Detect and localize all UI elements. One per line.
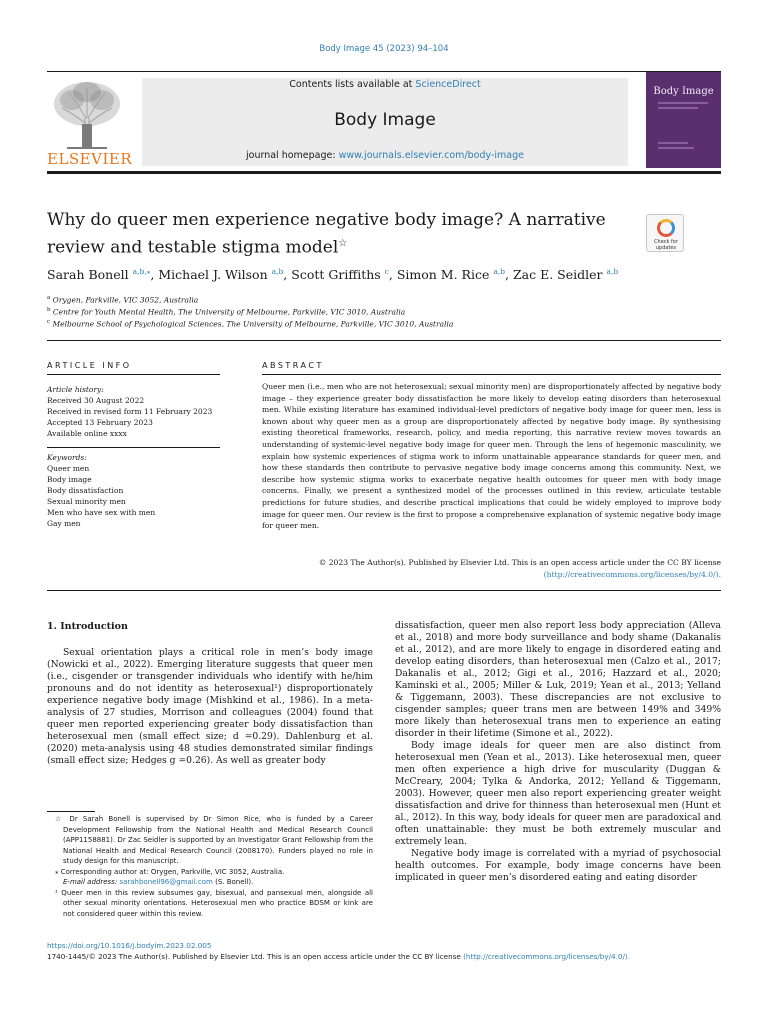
footnotes bbox=[47, 814, 373, 919]
keyword: Gay men bbox=[47, 519, 81, 528]
header-rule-thick bbox=[47, 171, 721, 174]
keyword: Queer men bbox=[47, 464, 90, 473]
journal-name: Body Image bbox=[334, 110, 436, 130]
header-rule bbox=[47, 71, 721, 72]
author-affiliation-mark[interactable]: c bbox=[384, 267, 389, 276]
email-suffix: (S. Bonell). bbox=[212, 878, 254, 886]
homepage-prefix: journal homepage: bbox=[246, 150, 339, 161]
section-divider bbox=[47, 340, 721, 341]
journal-citation[interactable]: Body Image 45 (2023) 94–104 bbox=[319, 44, 449, 54]
intro-column-right bbox=[395, 620, 721, 884]
author-affiliation-mark[interactable]: a,b bbox=[606, 267, 619, 276]
keyword: Body image bbox=[47, 475, 92, 484]
introduction-heading: 1. Introduction bbox=[47, 621, 128, 632]
affiliation-mark: b bbox=[47, 307, 51, 313]
email-link[interactable]: sarahbonell96@gmail.com bbox=[119, 878, 213, 886]
bottom-license-text: 1740-1445/© 2023 The Author(s). Published by Elsevier Ltd. This is an open access article under the CC BY license bbox=[47, 952, 464, 961]
section-divider bbox=[47, 590, 721, 591]
license-text: © 2023 The Author(s). Published by Elsevier Ltd. This is an open access article under the CC BY license bbox=[318, 558, 721, 567]
contents-prefix: Contents lists available at bbox=[289, 79, 416, 90]
article-history bbox=[47, 384, 220, 439]
check-updates-icon bbox=[657, 219, 675, 237]
article-title bbox=[47, 209, 637, 260]
check-for-updates-badge[interactable] bbox=[646, 214, 684, 252]
author-name[interactable]: Sarah Bonell bbox=[47, 267, 129, 283]
keyword: Sexual minority men bbox=[47, 497, 126, 506]
doi-link[interactable]: https://doi.org/10.1016/j.bodyim.2023.02.005 bbox=[47, 941, 212, 950]
intro-paragraph: Negative body image is correlated with a myriad of psychosocial health outcomes. For example, body image concerns have been implicated in queer men’s disordered eating and eating disorder bbox=[395, 848, 721, 883]
author-affiliation-mark[interactable]: a,b,⁎ bbox=[132, 267, 151, 276]
affiliation-c bbox=[47, 319, 453, 329]
intro-column-left bbox=[47, 647, 373, 767]
license-link[interactable]: (http://creativecommons.org/licenses/by/4.0/). bbox=[543, 569, 721, 579]
affiliation-text: Orygen, Parkville, VIC 3052, Australia bbox=[52, 295, 199, 305]
article-title-text: Why do queer men experience negative body image? A narrative review and testable stigma model bbox=[47, 210, 606, 258]
author-affiliation-mark[interactable]: a,b bbox=[271, 267, 284, 276]
author-name[interactable]: Scott Griffiths bbox=[291, 267, 381, 283]
history-label: Article history: bbox=[47, 385, 104, 394]
funding-footnote: ☆ Dr Sarah Bonell is supervised by Dr Simon Rice, who is funded by a Career Development Fellowship from the National Health and Medical Research Council (APP1158881). Dr Zac Seidler is supported by an Investigator Grant Fellowship from the National Health and Medical Research Council (2008170). Funders played no role in study design for this manuscript. bbox=[55, 815, 373, 865]
intro-paragraph: Body image ideals for queer men are also distinct from heterosexual men (Yean et al., 2013). Like heterosexual men, queer men often experience a high drive for muscularity (Duggan & McCreary, 2004; Tylka & Andorka, 2012; Yelland & Tiggemann, 2003). However, queer men also report experiencing greater weight dissatisfaction and drive for thinness than heterosexual men (Hunt et al., 2012). In this way, body ideals for queer men are paradoxical and often unattainable: they must be both extremely muscular and extremely lean. bbox=[395, 740, 721, 847]
history-item: Received in revised form 11 February 2023 bbox=[47, 407, 213, 416]
keyword: Men who have sex with men bbox=[47, 508, 156, 517]
cover-decoration bbox=[658, 102, 708, 104]
author-list: Sarah Bonell $^{a,b,⁎}$, Michael J. Wilson $^{a,b}$, Scott Griffiths $^c$, Simon M. Rice $^{a,b}$, Zac E. Seidler $^{a,b}$ bbox=[47, 267, 619, 283]
email-footnote bbox=[47, 877, 373, 888]
cover-title: Body Image bbox=[653, 86, 714, 97]
corresponding-author-footnote: ⁎ Corresponding author at: Orygen, Parkville, VIC 3052, Australia. bbox=[55, 867, 285, 876]
abstract-text: Queer men (i.e., men who are not heterosexual; sexual minority men) are disproportionately affected by negative body image – they experience greater body dissatisfaction be more likely to develop eating disorders than heterosexual men. While existing literature has examined individual-level predictors of negative body image for queer men, less is known about why queer men as a group are disproportionately affected by negative body image. By synthesising existing theoretical frameworks, research, policy, and media reporting, this narrative review moves towards an understanding of systemic-level negative body image for queer men. Through the lens of hegemonic masculinity, we explain how systemic experiences of stigma work to inform unattainable appearance standards for queer men, and how these standards then contribute to pervasive negative body image concerns among this community. Next, we describe how systemic stigma works to exacerbate negative health outcomes for queer men with body image concerns. Finally, we present a synthesized model of the processes outlined in this review, articulate testable predictions for future studies, and describe practical implications that could be widely employed to improve body image for queer men. Our review is the first to propose a comprehensive explanation of systemic negative body image for queer men. bbox=[262, 382, 721, 531]
affiliation-mark: a bbox=[47, 295, 51, 301]
author-name[interactable]: Zac E. Seidler bbox=[512, 267, 603, 283]
footnote-rule bbox=[47, 811, 95, 812]
author-name[interactable]: Michael J. Wilson bbox=[158, 267, 268, 283]
article-info-heading: ARTICLE INFO bbox=[47, 361, 132, 370]
cover-decoration bbox=[658, 147, 694, 149]
affiliation-mark: c bbox=[47, 319, 51, 325]
article-info-rule bbox=[47, 374, 220, 375]
bottom-license-link[interactable]: (http://creativecommons.org/licenses/by/4.0/). bbox=[463, 952, 630, 961]
cover-decoration bbox=[658, 142, 688, 144]
history-item: Accepted 13 February 2023 bbox=[47, 418, 153, 427]
keyword: Body dissatisfaction bbox=[47, 486, 124, 495]
homepage-line bbox=[142, 150, 628, 161]
email-label: E-mail address: bbox=[63, 878, 120, 886]
history-item: Available online xxxx bbox=[47, 429, 127, 438]
elsevier-wordmark: ELSEVIER bbox=[47, 150, 133, 168]
abstract-heading: ABSTRACT bbox=[262, 361, 324, 370]
abstract-license bbox=[262, 557, 721, 580]
contents-line bbox=[142, 79, 628, 90]
author-affiliation-mark[interactable]: a,b bbox=[493, 267, 506, 276]
abstract-rule bbox=[262, 374, 721, 375]
journal-cover-thumbnail[interactable] bbox=[646, 72, 721, 168]
check-updates-label: Check for updates bbox=[654, 239, 678, 251]
bottom-license bbox=[47, 952, 727, 961]
intro-paragraph: Sexual orientation plays a critical role in men’s body image (Nowicki et al., 2022). Emerging literature suggests that queer men (i.e., cisgender or transgender individuals who identify with he/him pronouns and do not identity as heterosexual¹) disproportionately experience negative body image (Mishkind et al., 1986). In a meta-analysis of 27 studies, Morrison and colleagues (2004) found that queer men reported experiencing greater body dissatisfaction than heterosexual men (small effect size; d =0.29). Dahlenburg et al. (2020) meta-analysis using 48 studies demonstrated similar findings (small effect size; Hedges g =0.26). As well as greater body bbox=[47, 647, 373, 766]
sciencedirect-link[interactable]: ScienceDirect bbox=[415, 79, 481, 90]
affiliation-b bbox=[47, 307, 405, 317]
keywords-label: Keywords: bbox=[47, 453, 87, 462]
affiliation-text: Centre for Youth Mental Health, The University of Melbourne, Parkville, VIC 3010, Australia bbox=[52, 307, 406, 317]
history-item: Received 30 August 2022 bbox=[47, 396, 145, 405]
journal-homepage-link[interactable]: www.journals.elsevier.com/body-image bbox=[338, 150, 524, 161]
keywords-rule bbox=[47, 447, 220, 448]
title-footnote-mark[interactable]: ☆ bbox=[338, 238, 348, 249]
intro-paragraph: dissatisfaction, queer men also report less body appreciation (Alleva et al., 2018) and more body surveillance and body shame (Dakanalis et al., 2012), and are more likely to engage in disordered eating and develop eating disorders, than heterosexual men (Calzo et al., 2017; Dakanalis et al., 2012; Gigi et al., 2016; Hazzard et al., 2020; Kaminski et al., 2005; Miller & Luk, 2019; Yean et al., 2013; Yelland & Tiggemann, 2003). These discrepancies are not exclusive to cisgender samples; queer trans men are between 149% and 349% more likely than heterosexual trans men to experience an eating disorder in their lifetime (Simone et al., 2022). bbox=[395, 620, 721, 739]
queer-definition-footnote: ¹ Queer men in this review subsumes gay, bisexual, and pansexual men, alongside all other sexual minority orientations. Heterosexual men who practice BDSM or kink are not considered queer within this review. bbox=[55, 888, 373, 918]
affiliation-a bbox=[47, 295, 198, 305]
affiliation-text: Melbourne School of Psychological Sciences, The University of Melbourne, Parkville, VIC 3010, Australia bbox=[52, 319, 454, 329]
cover-decoration bbox=[658, 107, 698, 109]
keywords-block bbox=[47, 452, 220, 529]
author-name[interactable]: Simon M. Rice bbox=[396, 267, 490, 283]
